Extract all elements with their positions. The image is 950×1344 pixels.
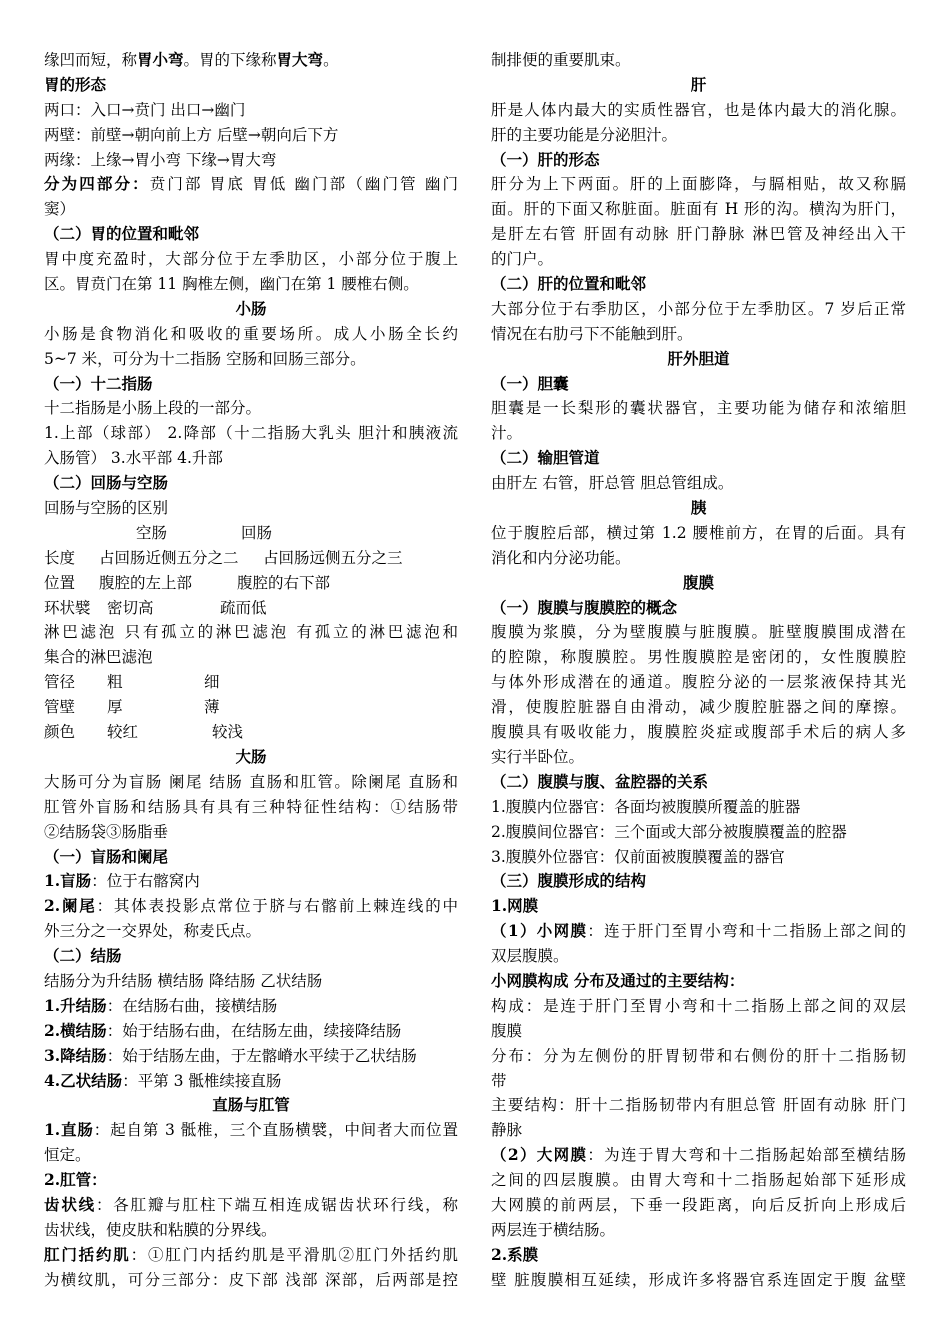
text-line: 是肝左右管 肝固有动脉 肝门静脉 淋巴管及神经出入干 bbox=[491, 225, 906, 244]
text-line: 两缘：上缘→胃小弯 下缘→胃大弯 bbox=[44, 150, 277, 169]
text-line: 1.腹膜内位器官：各面均被腹膜所覆盖的脏器 bbox=[491, 797, 801, 816]
text-line: 2.横结肠：始于结肠右曲，在结肠左曲，续接降结肠 bbox=[44, 1020, 402, 1040]
text-line: 5~7 米，可分为十二指肠 空肠和回肠三部分。 bbox=[44, 349, 366, 368]
table-row: 环状襞 密切高 疏而低 bbox=[44, 598, 267, 617]
subheading: （一）腹膜与腹膜腔的概念 bbox=[491, 597, 678, 617]
text-line: （2）大网膜：为连于胃大弯和十二指肠起始部至横结肠 bbox=[491, 1145, 906, 1165]
table-row: 管径 粗 细 bbox=[44, 673, 220, 692]
section-heading: 小肠 bbox=[235, 298, 267, 318]
text-line: 回肠与空肠的区别 bbox=[44, 499, 169, 518]
text-line: 1.盲肠：位于右髂窝内 bbox=[44, 871, 200, 891]
text-line: 3.降结肠：始于结肠左曲，于左髂嵴水平续于乙状结肠 bbox=[44, 1045, 417, 1065]
text-line: 结肠分为升结肠 横结肠 降结肠 乙状结肠 bbox=[44, 971, 323, 990]
text-line: 1.上部（球部） 2.降部（十二指肠大乳头 胆汁和胰液流 bbox=[44, 424, 458, 443]
text-line: 十二指肠是小肠上段的一部分。 bbox=[44, 399, 262, 418]
text-line: 实行半卧位。 bbox=[491, 747, 585, 766]
text-line: 大肠可分为盲肠 阑尾 结肠 直肠和肛管。除阑尾 直肠和 bbox=[44, 772, 458, 791]
subheading: 胃的形态 bbox=[44, 74, 107, 94]
subheading: （二）输胆管道 bbox=[491, 448, 600, 468]
text-line: 区。胃贲门在第 11 胸椎左侧，幽门在第 1 腰椎右侧。 bbox=[44, 275, 419, 294]
text-line: 齿状线：各肛瓣与肛柱下端互相连成锯齿状环行线，称 bbox=[44, 1194, 458, 1214]
subheading: 2.肛管： bbox=[44, 1170, 107, 1190]
table-row: 集合的淋巴滤泡 bbox=[44, 648, 153, 667]
text-line: （1）小网膜：连于肝门至胃小弯和十二指肠上部之间的 bbox=[491, 921, 906, 941]
text-line: 缘凹而短，称胃小弯。胃的下缘称胃大弯。 bbox=[44, 50, 339, 69]
text-line: 分布：分为左侧份的肝胃韧带和右侧份的肝十二指肠韧 bbox=[491, 1046, 906, 1065]
text-line: 双层腹膜。 bbox=[491, 947, 569, 966]
text-line: 1.升结肠：在结肠右曲，接横结肠 bbox=[44, 995, 278, 1015]
text-line: 主要结构：肝十二指肠韧带内有胆总管 肝固有动脉 肝门 bbox=[491, 1096, 906, 1115]
table-row: 淋巴滤泡 只有孤立的淋巴滤泡 有孤立的淋巴滤泡和 bbox=[44, 623, 458, 642]
text-line: 由肝左 右管，肝总管 胆总管组成。 bbox=[491, 474, 734, 493]
section-heading: 大肠 bbox=[235, 746, 267, 766]
text-line: 3.腹膜外位器官：仅前面被腹膜覆盖的器官 bbox=[491, 847, 785, 866]
text-line: 腹膜 bbox=[491, 1021, 523, 1040]
table-row: 位置 腹腔的左上部 腹腔的右下部 bbox=[44, 573, 331, 592]
table-header bbox=[44, 521, 458, 546]
text-line: ②结肠袋③肠脂垂 bbox=[44, 822, 169, 841]
text-line: 4.乙状结肠：平第 3 骶椎续接直肠 bbox=[44, 1070, 282, 1090]
subheading: （二）结肠 bbox=[44, 946, 122, 966]
text-line: 小肠是食物消化和吸收的重要场所。成人小肠全长约 bbox=[44, 324, 458, 343]
text-line: 静脉 bbox=[491, 1121, 523, 1140]
text-line: 肝分为上下两面。肝的上面膨降，与膈相贴，故又称膈 bbox=[491, 175, 906, 194]
subheading: （三）腹膜形成的结构 bbox=[491, 871, 647, 891]
table-header-cell: 空肠 bbox=[136, 523, 168, 542]
text-line: 带 bbox=[491, 1071, 507, 1090]
text-line: 消化和内分泌功能。 bbox=[491, 548, 631, 567]
subheading: 2.系膜 bbox=[491, 1244, 539, 1264]
subheading: （一）肝的形态 bbox=[491, 149, 600, 169]
table-row: 管壁 厚 薄 bbox=[44, 698, 220, 717]
text-line: 1.直肠：起自第 3 骶椎，三个直肠横襞，中间者大而位置 bbox=[44, 1120, 458, 1140]
text-line: 恒定。 bbox=[44, 1146, 91, 1165]
text-line: 入肠管） 3.水平部 4.升部 bbox=[44, 449, 223, 468]
text-line: 的腔隙，称腹膜腔。男性腹膜腔是密闭的，女性腹膜腔 bbox=[491, 648, 906, 667]
text-line: 分为四部分：贲门部 胃底 胃低 幽门部（幽门管 幽门 bbox=[44, 174, 458, 194]
section-heading: 腹膜 bbox=[682, 572, 714, 592]
text-line: 胃中度充盈时，大部分位于左季肋区，小部分位于腹上 bbox=[44, 250, 458, 269]
text-line: 腹膜为浆膜，分为壁腹膜与脏腹膜。脏壁腹膜围成潜在 bbox=[491, 623, 906, 642]
text-line: 窦） bbox=[44, 200, 76, 219]
text-line: 滑，使腹腔脏器自由滑动，减少腹腔脏器之间的摩擦。 bbox=[491, 698, 906, 717]
text-line: 肛门括约肌：①肛门内括约肌是平滑肌②肛门外括约肌 bbox=[44, 1244, 458, 1264]
subheading: （二）腹膜与腹、盆腔器的关系 bbox=[491, 771, 709, 791]
text-line: 位于腹腔后部，横过第 1.2 腰椎前方，在胃的后面。具有 bbox=[491, 523, 906, 542]
section-heading: 直肠与肛管 bbox=[212, 1095, 290, 1115]
text-line: 壁 脏腹膜相互延续，形成许多将器官系连固定于腹 盆壁 bbox=[491, 1270, 906, 1289]
text-line: 两壁：前壁→朝向前上方 后壁→朝向后下方 bbox=[44, 125, 339, 144]
text-line: 2.阑尾：其体表投影点常位于脐与右髂前上棘连线的中 bbox=[44, 896, 458, 916]
subheading: （一）胆囊 bbox=[491, 373, 569, 393]
left-column bbox=[44, 48, 458, 1293]
text-line: 大网膜的前两层，下垂一段距离，向后反折向上形成后 bbox=[491, 1195, 906, 1214]
text-line: 肛管外盲肠和结肠具有具有三种特征性结构：①结肠带 bbox=[44, 797, 458, 816]
text-line: 两层连于横结肠。 bbox=[491, 1220, 616, 1239]
text-line: 制排便的重要肌束。 bbox=[491, 51, 631, 69]
text-line: 肝的主要功能是分泌胆汁。 bbox=[491, 125, 678, 144]
text-line: 情况在右肋弓下不能触到肝。 bbox=[491, 324, 693, 343]
subheading: （二）胃的位置和毗邻 bbox=[44, 224, 200, 244]
text-line: 面。肝的下面又称脏面。脏面有 H 形的沟。横沟为肝门， bbox=[491, 200, 906, 219]
text-line: 构成：是连于肝门至胃小弯和十二指肠上部之间的双层 bbox=[491, 996, 906, 1015]
text-line: 之间的四层腹膜。由胃大弯和十二指肠起始部下延形成 bbox=[491, 1171, 906, 1190]
subheading: 1.网膜 bbox=[491, 896, 539, 916]
subheading: 小网膜构成 分布及通过的主要结构： bbox=[491, 970, 745, 990]
right-column bbox=[491, 48, 906, 1293]
table-row: 颜色 较红 较浅 bbox=[44, 723, 244, 742]
section-heading: 肝 bbox=[690, 74, 707, 94]
text-line: 胆囊是一长梨形的囊状器官，主要功能为储存和浓缩胆 bbox=[491, 399, 906, 418]
subheading: （二）肝的位置和毗邻 bbox=[491, 274, 647, 294]
text-line: 腹膜具有吸收能力，腹膜腔炎症或腹部手术后的病人多 bbox=[491, 723, 906, 742]
text-line: 为横纹肌，可分三部分：皮下部 浅部 深部，后两部是控 bbox=[44, 1270, 458, 1289]
text-line: 两口：入口→贲门 出口→幽门 bbox=[44, 100, 246, 119]
section-heading: 胰 bbox=[690, 498, 707, 518]
table-header-cell: 回肠 bbox=[241, 523, 273, 542]
section-heading: 肝外胆道 bbox=[667, 348, 730, 368]
subheading: （二）回肠与空肠 bbox=[44, 473, 169, 493]
text-line: 肝是人体内最大的实质性器官，也是体内最大的消化腺。 bbox=[491, 100, 906, 119]
text-line: 与体外形成潜在的通道。腹腔分泌的一层浆液保持其光 bbox=[491, 673, 906, 692]
text-line: 大部分位于右季肋区，小部分位于左季肋区。7 岁后正常 bbox=[491, 299, 906, 318]
subheading: （一）十二指肠 bbox=[44, 373, 153, 393]
text-line: 汁。 bbox=[491, 424, 523, 443]
text-line: 外三分之一交界处，称麦氏点。 bbox=[44, 922, 262, 941]
table-row: 长度 占回肠近侧五分之二 占回肠远侧五分之三 bbox=[44, 548, 403, 567]
subheading: （一）盲肠和阑尾 bbox=[44, 846, 169, 866]
text-line: 2.腹膜间位器官：三个面或大部分被腹膜覆盖的腔器 bbox=[491, 822, 847, 841]
text-line: 的门户。 bbox=[491, 250, 554, 269]
text-line: 齿状线，使皮肤和粘膜的分界线。 bbox=[44, 1220, 277, 1239]
